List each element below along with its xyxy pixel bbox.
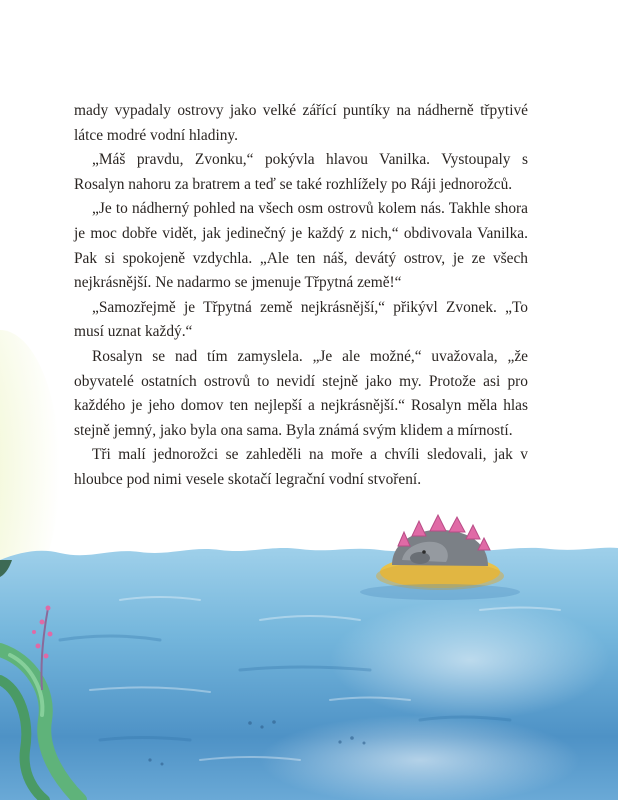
- paragraph-2: „Máš pravdu, Zvonku,“ pokývla hlavou Vanilka. Vystoupaly s Rosalyn nahoru za bratrem a teď se také rozhlížely po Ráji jednorožců.: [74, 151, 528, 193]
- paragraph-5: Rosalyn se nad tím zamyslela. „Je ale možné,“ uvažovala, „že obyvatelé ostatních ostrovů to nevidí stejně jako my. Protože asi pro každého je jeho domov ten nejlepší a nejkrásnější.“ Rosalyn měla hlas stejně jemný, jako byla ona sama. Byla známá svým klidem a mírností.: [74, 347, 528, 439]
- paragraph-4: „Samozřejmě je Třpytná země nejkrásnější,“ přikývl Zvonek. „To musí uznat každý.“: [74, 298, 528, 341]
- sea-creature: [392, 515, 490, 566]
- sea-highlight: [330, 600, 610, 720]
- paragraph-3: „Je to nádherný pohled na všech osm ostrovů kolem nás. Takhle shora je moc dobře vidět, jak jedinečný je každý z nich,“ obdivovala Vanilka. Pak si spokojeně vzdychla. „Ale ten náš, devátý ostrov, je ze všech nejkrásnější. Ne nadarmo se jmenuje Třpytná země!“: [74, 200, 528, 292]
- paragraph-1: mady vypadaly ostrovy jako velké zářící puntíky na nádherně třpytivé látce modré vodní hladiny.: [74, 102, 528, 144]
- paragraph-6: Tři malí jednorožci se zahleděli na moře a chvíli sledovali, jak v hloubce pod nimi vesele skotačí legrační vodní stvoření.: [74, 446, 528, 488]
